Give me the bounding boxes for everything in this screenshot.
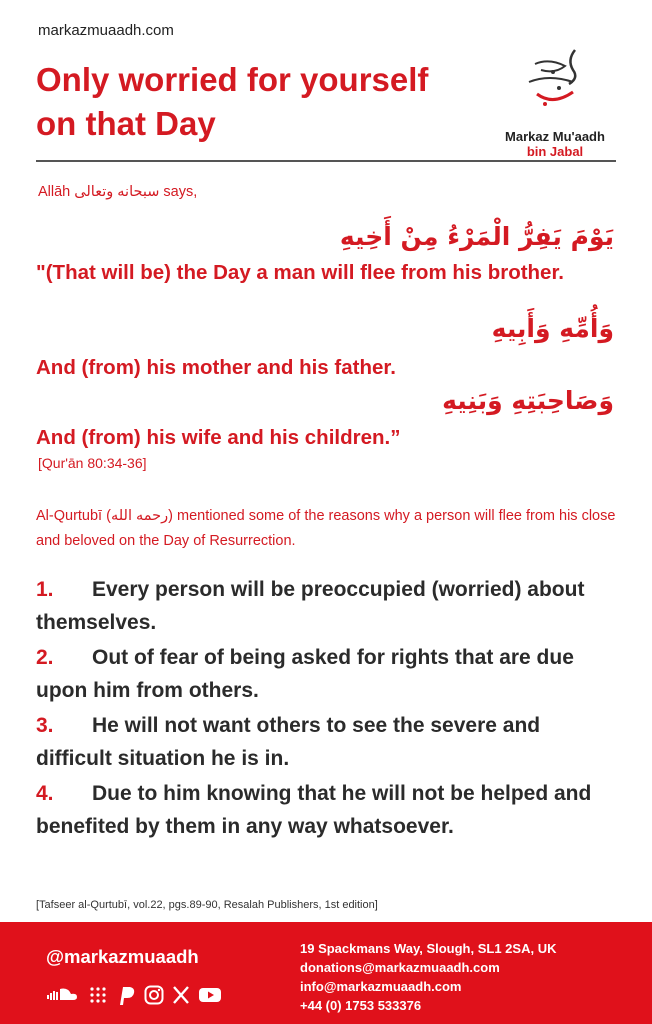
site-url[interactable]: markazmuaadh.com	[38, 22, 174, 39]
point-text: Due to him knowing that he will not be helped and benefited by them in any way whatsoever.	[36, 782, 592, 838]
verse-arabic-1: يَوْمَ يَفِرُّ الْمَرْءُ مِنْ أَخِيهِ	[339, 222, 614, 251]
address: 19 Spackmans Way, Slough, SL1 2SA, UK	[300, 941, 557, 956]
verse-english-1: "(That will be) the Day a man will flee from his brother.	[36, 261, 565, 284]
point-number: 3.	[36, 714, 54, 737]
scholar-name: Al-Qurtubī	[36, 508, 103, 524]
commentary-text: mentioned some of the reasons why a person will flee from his close and beloved on the Day of Resurrection.	[36, 508, 616, 549]
list-item	[36, 777, 621, 843]
point-number: 1.	[36, 578, 54, 601]
point-number: 2.	[36, 646, 54, 669]
verse-english-2: And (from) his mother and his father.	[36, 356, 396, 379]
soundcloud-icon[interactable]	[46, 985, 80, 1005]
verse-arabic-2: وَأُمِّهِ وَأَبِيهِ	[491, 314, 614, 343]
social-handle[interactable]: @markazmuaadh	[46, 946, 199, 967]
says-word: says,	[163, 184, 198, 200]
page-title: Only worried for yourself on that Day	[36, 61, 429, 142]
phone-number[interactable]: +44 (0) 1753 533376	[300, 998, 422, 1013]
instagram-icon[interactable]	[144, 985, 164, 1005]
allah-says-line	[38, 184, 197, 200]
footer	[0, 922, 652, 1024]
verse-english-3: And (from) his wife and his children.”	[36, 426, 401, 449]
verse-arabic-3: وَصَاحِبَتِهِ وَبَنِيهِ	[442, 386, 614, 415]
allah-word: Allāh	[38, 184, 71, 200]
social-icons	[46, 985, 222, 1005]
info-email[interactable]: info@markazmuaadh.com	[300, 979, 462, 994]
point-text: He will not want others to see the severe and difficult situation he is in.	[36, 714, 541, 770]
point-text: Every person will be preoccupied (worried) about themselves.	[36, 578, 585, 634]
calligraphy-logo-icon	[515, 42, 595, 112]
paypal-icon[interactable]	[116, 985, 136, 1005]
donations-email[interactable]: donations@markazmuaadh.com	[300, 960, 500, 975]
scholar-honorific: (رحمه الله)	[106, 508, 173, 524]
points-list	[36, 573, 621, 845]
contact-info	[300, 939, 556, 1015]
list-item	[36, 641, 621, 707]
citation: [Tafseer al-Qurtubī, vol.22, pgs.89-90, Resalah Publishers, 1st edition]	[36, 899, 378, 911]
youtube-icon[interactable]	[198, 985, 222, 1005]
logo	[490, 42, 620, 159]
point-number: 4.	[36, 782, 54, 805]
point-text: Out of fear of being asked for rights that are due upon him from others.	[36, 646, 574, 702]
logo-name-line2: bin Jabal	[526, 144, 584, 159]
dots-icon[interactable]	[88, 985, 108, 1005]
x-icon[interactable]	[172, 985, 190, 1005]
list-item	[36, 573, 621, 639]
verse-reference: [Qur'ān 80:34-36]	[38, 455, 147, 471]
divider	[36, 160, 616, 162]
commentary	[36, 504, 621, 554]
honorific-arabic: سبحانه وتعالى	[74, 184, 160, 200]
logo-name-line1: Markaz Mu'aadh	[505, 129, 605, 144]
list-item	[36, 709, 621, 775]
